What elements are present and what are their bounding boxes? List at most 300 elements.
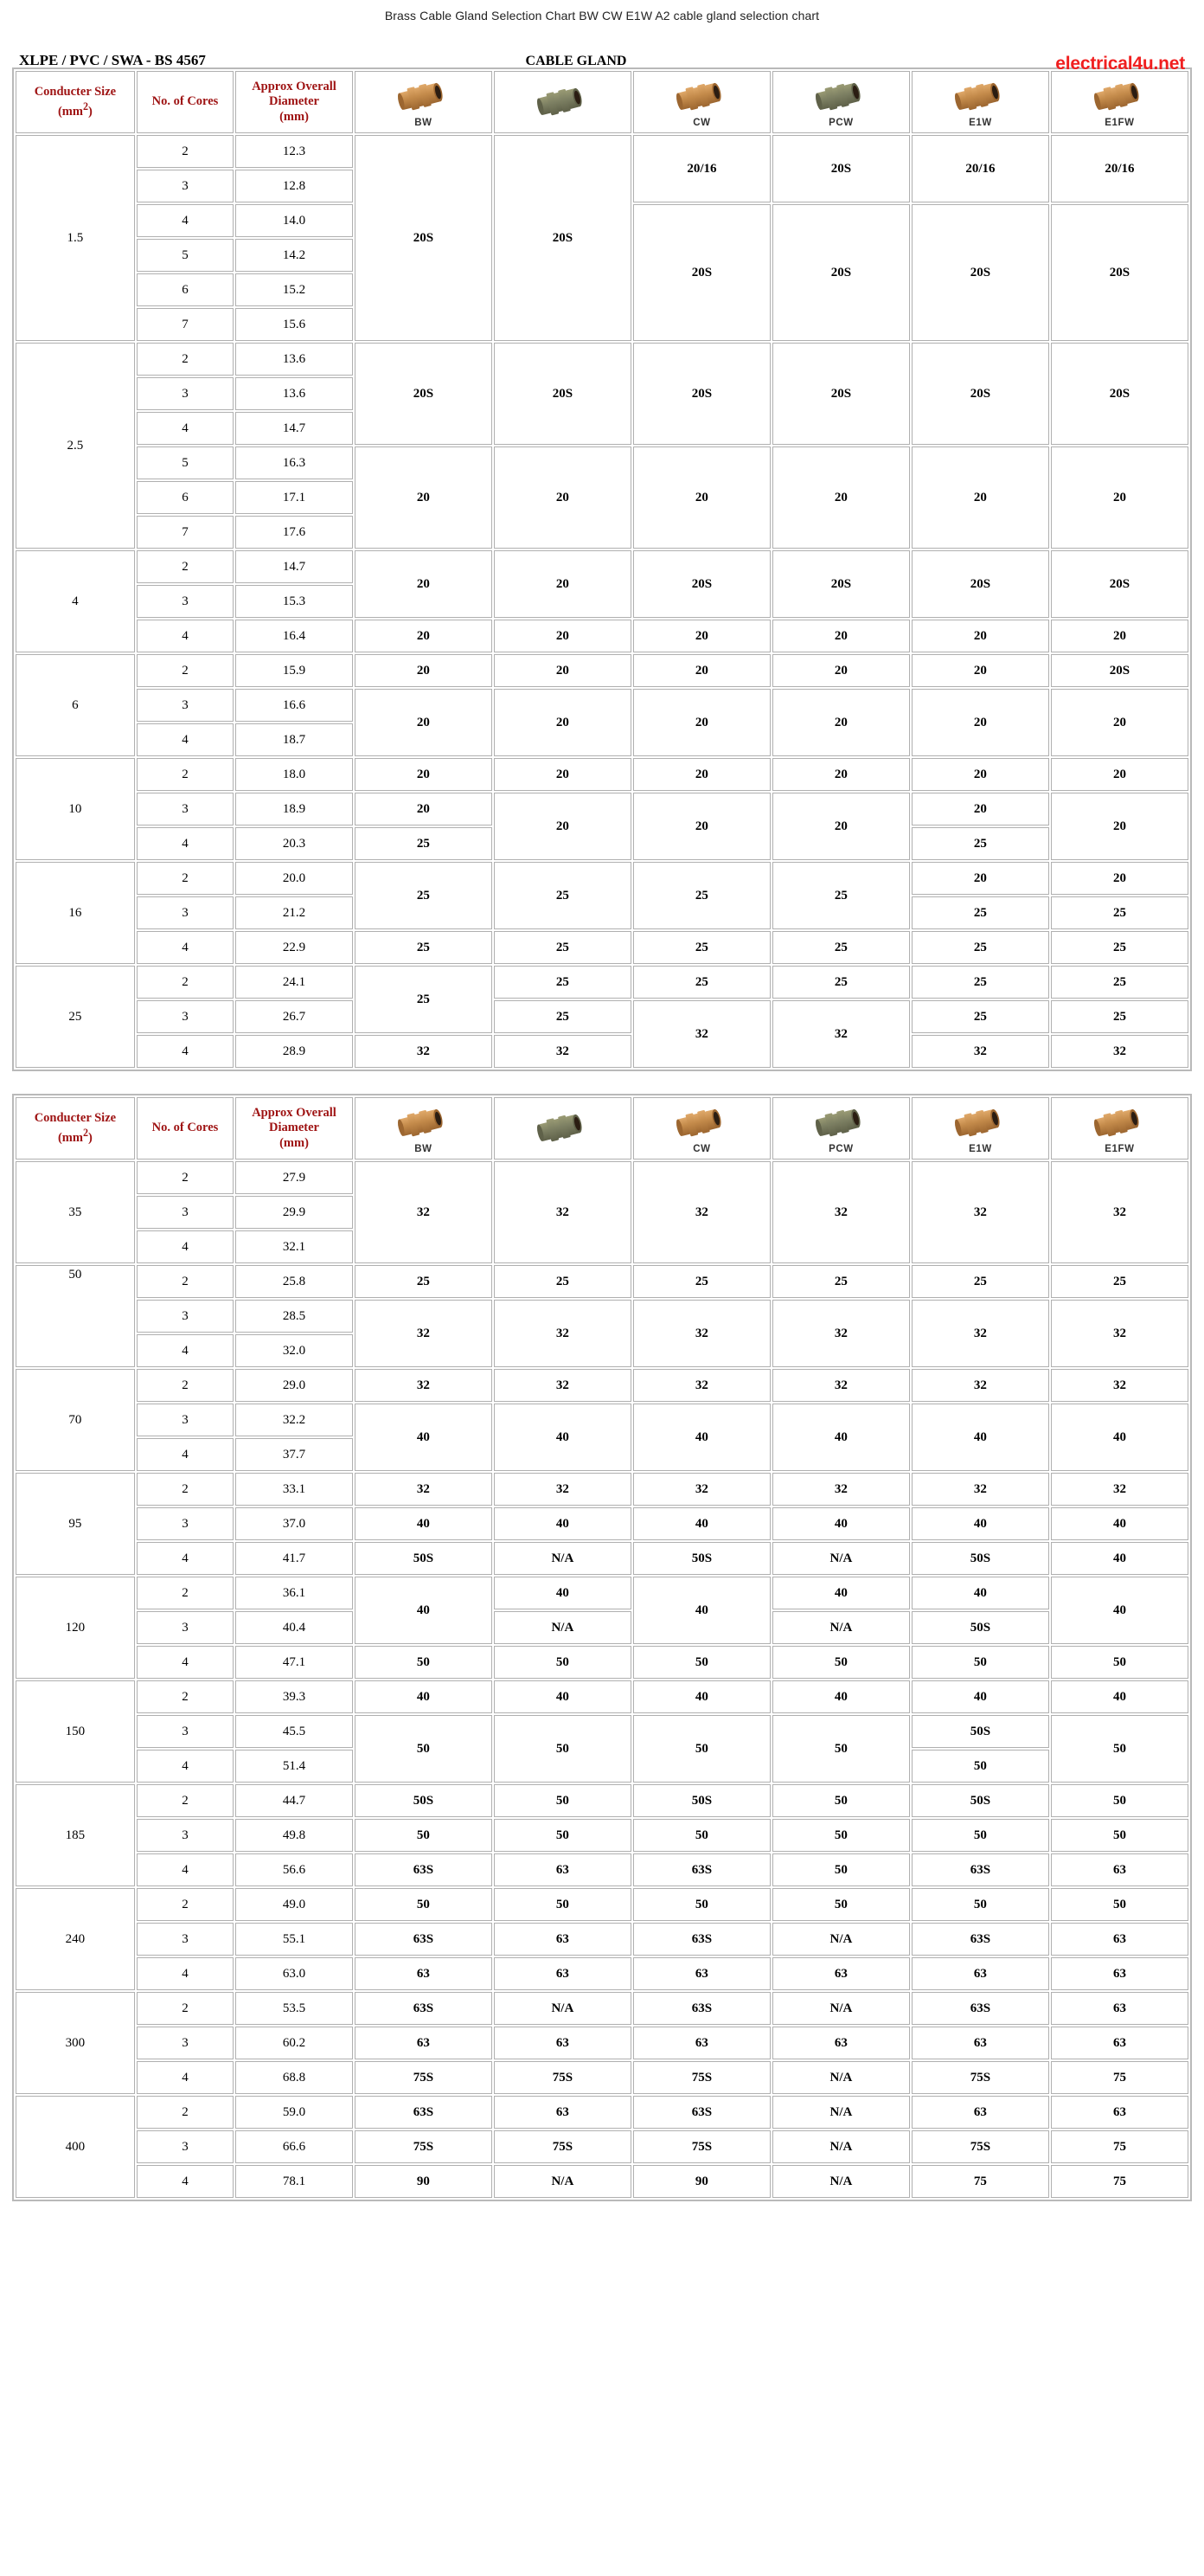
gland-size-cell-blank: 75S: [494, 2130, 631, 2163]
diameter-cell: 56.6: [235, 1853, 353, 1886]
gland-size-cell-pcw: 25: [772, 931, 910, 964]
column-header-gland-bw: BW: [355, 1097, 492, 1160]
gland-size-cell-blank: N/A: [494, 2165, 631, 2198]
conductor-size-cell: 2.5: [16, 343, 135, 549]
cable-gland-e1w-photo: [949, 76, 1011, 116]
cores-cell: 4: [137, 1646, 234, 1679]
cores-cell: 7: [137, 516, 234, 549]
gland-size-cell-e1fw: 20: [1051, 689, 1188, 756]
gland-size-cell-pcw: 50: [772, 1819, 910, 1852]
gland-size-cell-pcw: 20: [772, 654, 910, 687]
gland-size-cell-blank: N/A: [494, 1992, 631, 2025]
gland-size-cell-pcw: 25: [772, 966, 910, 999]
cores-cell: 4: [137, 723, 234, 756]
diameter-cell: 12.3: [235, 135, 353, 168]
gland-size-cell-bw: 63S: [355, 1923, 492, 1956]
gland-size-cell-e1w: 63: [912, 2096, 1049, 2129]
gland-size-cell-e1fw: 40: [1051, 1577, 1188, 1644]
cores-cell: 2: [137, 343, 234, 376]
gland-size-cell-blank: 40: [494, 1404, 631, 1471]
gland-size-cell-cw: 20: [633, 793, 771, 860]
table-row: [16, 1611, 1188, 1644]
gland-size-cell-blank: 20S: [494, 135, 631, 341]
cores-cell: 5: [137, 446, 234, 479]
gland-size-cell-e1w: 50S: [912, 1611, 1049, 1644]
gland-size-cell-pcw: 40: [772, 1680, 910, 1713]
gland-size-cell-bw: 63S: [355, 1992, 492, 2025]
gland-size-cell-bw: 25: [355, 1265, 492, 1298]
gland-size-cell-pcw: N/A: [772, 2096, 910, 2129]
gland-size-cell-pcw: 63: [772, 2027, 910, 2059]
gland-size-cell-e1w: 25: [912, 827, 1049, 860]
cores-cell: 2: [137, 550, 234, 583]
table-row: [16, 2165, 1188, 2198]
cores-cell: 2: [137, 862, 234, 895]
gland-size-cell-e1w: 32: [912, 1369, 1049, 1402]
gland-size-cell-e1fw: 20S: [1051, 343, 1188, 445]
table-row: [16, 931, 1188, 964]
table-1-wrapper: [0, 67, 1204, 1071]
gland-size-cell-blank: 20S: [494, 343, 631, 445]
column-header-gland-e1fw: E1FW: [1051, 1097, 1188, 1160]
gland-size-cell-bw: 63S: [355, 2096, 492, 2129]
conductor-size-cell: 16: [16, 862, 135, 964]
table-row: [16, 620, 1188, 652]
gland-size-cell-cw: 32: [633, 1300, 771, 1367]
gland-size-cell-cw: 25: [633, 862, 771, 929]
gland-size-cell-bw: 20: [355, 689, 492, 756]
cores-cell: 2: [137, 2096, 234, 2129]
gland-size-cell-cw: 50: [633, 1819, 771, 1852]
cores-cell: 2: [137, 135, 234, 168]
diameter-cell: 18.0: [235, 758, 353, 791]
cores-cell: 2: [137, 1369, 234, 1402]
gland-size-cell-cw: 75S: [633, 2061, 771, 2094]
gland-size-cell-blank: 40: [494, 1577, 631, 1609]
conductor-size-cell: 240: [16, 1888, 135, 1990]
table-row: [16, 343, 1188, 376]
table-row: [16, 793, 1188, 825]
table-row: [16, 1577, 1188, 1609]
diameter-cell: 78.1: [235, 2165, 353, 2198]
conductor-size-cell: 185: [16, 1784, 135, 1886]
gland-size-cell-e1w: 32: [912, 1035, 1049, 1068]
table-row: [16, 2096, 1188, 2129]
cable-gland-table-large-sizes: [12, 1094, 1192, 2201]
table-row: [16, 1888, 1188, 1921]
gland-size-cell-e1w: 20: [912, 446, 1049, 549]
cores-cell: 4: [137, 931, 234, 964]
gland-size-cell-e1fw: 20: [1051, 758, 1188, 791]
diameter-cell: 53.5: [235, 1992, 353, 2025]
diameter-cell: 25.8: [235, 1265, 353, 1298]
gland-size-cell-pcw: 20: [772, 620, 910, 652]
cores-cell: 4: [137, 204, 234, 237]
cable-gland-e1w-photo: [949, 1102, 1011, 1142]
cable-gland-bw-photo: [392, 76, 454, 116]
conductor-size-cell: 300: [16, 1992, 135, 2094]
diameter-cell: 16.3: [235, 446, 353, 479]
diameter-cell: 13.6: [235, 377, 353, 410]
gland-size-cell-bw: 90: [355, 2165, 492, 2198]
cores-cell: 2: [137, 1888, 234, 1921]
column-header-conductor-size: Conducter Size $(mm^2)$: [16, 1097, 135, 1160]
cores-cell: 4: [137, 1750, 234, 1783]
gland-size-cell-blank: 20: [494, 446, 631, 549]
gland-size-cell-e1w: 20S: [912, 550, 1049, 618]
table-header-row: [16, 1097, 1188, 1160]
gland-size-cell-e1fw: 63: [1051, 1992, 1188, 2025]
gland-size-cell-e1fw: 63: [1051, 2027, 1188, 2059]
gland-size-cell-e1fw: 25: [1051, 1000, 1188, 1033]
cores-cell: 2: [137, 1992, 234, 2025]
table-row: [16, 2061, 1188, 2094]
diameter-cell: 55.1: [235, 1923, 353, 1956]
gland-size-cell-blank: N/A: [494, 1542, 631, 1575]
gland-size-cell-bw: 20: [355, 620, 492, 652]
gland-size-cell-bw: 50: [355, 1888, 492, 1921]
conductor-size-cell: 50: [16, 1265, 135, 1367]
gland-size-cell-e1fw: 40: [1051, 1542, 1188, 1575]
gland-size-cell-e1fw: 20S: [1051, 204, 1188, 341]
gland-size-cell-cw: 63: [633, 2027, 771, 2059]
column-header-approx-overall-diameter: Approx Overall Diameter (mm): [235, 71, 353, 133]
cores-cell: 3: [137, 170, 234, 202]
diameter-cell: 15.2: [235, 273, 353, 306]
gland-size-cell-cw: 40: [633, 1507, 771, 1540]
gland-size-cell-cw: 20: [633, 620, 771, 652]
diameter-cell: 28.5: [235, 1300, 353, 1333]
cores-cell: 3: [137, 2130, 234, 2163]
gland-size-cell-bw: 20: [355, 793, 492, 825]
table-2-wrapper: [0, 1094, 1204, 2201]
gland-size-cell-e1w: 20: [912, 654, 1049, 687]
gland-size-cell-cw: 40: [633, 1404, 771, 1471]
diameter-cell: 14.0: [235, 204, 353, 237]
conductor-size-cell: 70: [16, 1369, 135, 1471]
table-row: [16, 1992, 1188, 2025]
gland-size-cell-e1w: 32: [912, 1473, 1049, 1506]
gland-size-cell-bw: 32: [355, 1369, 492, 1402]
gland-size-cell-pcw: 50: [772, 1888, 910, 1921]
table-row: [16, 2130, 1188, 2163]
gland-size-cell-bw: 20: [355, 446, 492, 549]
table-row: [16, 2027, 1188, 2059]
gland-size-cell-blank: 20: [494, 758, 631, 791]
cable-gland-unlabelled-photo: [531, 1108, 593, 1147]
cores-cell: 4: [137, 1542, 234, 1575]
gland-size-cell-cw: 20: [633, 654, 771, 687]
gland-size-cell-e1w: 25: [912, 931, 1049, 964]
gland-size-cell-cw: 25: [633, 1265, 771, 1298]
gland-size-cell-e1w: 63S: [912, 1923, 1049, 1956]
gland-size-cell-e1fw: 20: [1051, 862, 1188, 895]
column-header-no-of-cores: No. of Cores: [137, 1097, 234, 1160]
conductor-size-cell: 150: [16, 1680, 135, 1783]
gland-size-cell-blank: 20: [494, 654, 631, 687]
cores-cell: 3: [137, 793, 234, 825]
gland-size-cell-blank: 32: [494, 1035, 631, 1068]
cores-cell: 2: [137, 1577, 234, 1609]
cable-gland-e1fw-photo: [1088, 76, 1150, 116]
cores-cell: 2: [137, 1680, 234, 1713]
gland-size-cell-cw: 32: [633, 1000, 771, 1068]
gland-size-cell-blank: 20: [494, 689, 631, 756]
gland-size-cell-e1fw: 20: [1051, 446, 1188, 549]
gland-size-cell-pcw: N/A: [772, 1992, 910, 2025]
gland-size-cell-pcw: 40: [772, 1404, 910, 1471]
table-gap-divider: [0, 1071, 1204, 1094]
table-row: [16, 966, 1188, 999]
diameter-cell: 15.3: [235, 585, 353, 618]
diameter-cell: 49.8: [235, 1819, 353, 1852]
diameter-cell: 32.1: [235, 1230, 353, 1263]
column-header-gland-e1w: E1W: [912, 1097, 1049, 1160]
diameter-cell: 13.6: [235, 343, 353, 376]
cores-cell: 4: [137, 1438, 234, 1471]
diameter-cell: 29.9: [235, 1196, 353, 1229]
gland-size-cell-pcw: 50: [772, 1784, 910, 1817]
gland-size-cell-pcw: 20: [772, 689, 910, 756]
column-header-gland-unlabelled: [494, 1097, 631, 1160]
table-row: [16, 550, 1188, 583]
gland-size-cell-bw: 20: [355, 550, 492, 618]
gland-size-cell-pcw: 50: [772, 1646, 910, 1679]
table-row: [16, 1404, 1188, 1436]
gland-size-cell-blank: 63: [494, 2096, 631, 2129]
cable-gland-pcw-photo: [810, 1102, 872, 1142]
diameter-cell: 14.7: [235, 550, 353, 583]
gland-size-cell-e1w: 63S: [912, 1992, 1049, 2025]
gland-size-cell-e1fw: 20/16: [1051, 135, 1188, 202]
cores-cell: 3: [137, 1000, 234, 1033]
gland-size-cell-cw: 50S: [633, 1542, 771, 1575]
conductor-size-cell: 10: [16, 758, 135, 860]
gland-size-cell-e1w: 25: [912, 896, 1049, 929]
gland-size-cell-e1fw: 32: [1051, 1473, 1188, 1506]
gland-size-cell-pcw: N/A: [772, 2061, 910, 2094]
gland-size-cell-e1w: 50: [912, 1819, 1049, 1852]
table-row: [16, 1957, 1188, 1990]
gland-size-cell-blank: N/A: [494, 1611, 631, 1644]
gland-size-cell-blank: 20: [494, 620, 631, 652]
gland-size-cell-e1w: 75S: [912, 2130, 1049, 2163]
conductor-size-cell: 25: [16, 966, 135, 1068]
gland-size-cell-e1fw: 40: [1051, 1680, 1188, 1713]
gland-size-cell-pcw: 25: [772, 1265, 910, 1298]
gland-size-cell-cw: 40: [633, 1577, 771, 1644]
diameter-cell: 15.9: [235, 654, 353, 687]
gland-size-cell-pcw: 20: [772, 793, 910, 860]
gland-size-cell-pcw: N/A: [772, 1611, 910, 1644]
gland-size-cell-blank: 63: [494, 1957, 631, 1990]
cores-cell: 4: [137, 412, 234, 445]
diameter-cell: 32.0: [235, 1334, 353, 1367]
gland-size-cell-cw: 20/16: [633, 135, 771, 202]
gland-size-cell-e1w: 32: [912, 1300, 1049, 1367]
diameter-cell: 22.9: [235, 931, 353, 964]
gland-size-cell-cw: 75S: [633, 2130, 771, 2163]
gland-size-cell-e1w: 20S: [912, 204, 1049, 341]
column-header-conductor-size: Conducter Size $(mm^2)$: [16, 71, 135, 133]
column-header-gland-cw: CW: [633, 1097, 771, 1160]
gland-size-cell-bw: 50: [355, 1715, 492, 1783]
cable-gland-cw-photo: [670, 1102, 733, 1142]
gland-size-cell-pcw: 32: [772, 1300, 910, 1367]
cores-cell: 5: [137, 239, 234, 272]
diameter-cell: 37.0: [235, 1507, 353, 1540]
column-header-gland-e1w: E1W: [912, 71, 1049, 133]
column-header-gland-pcw: PCW: [772, 1097, 910, 1160]
gland-size-cell-blank: 25: [494, 862, 631, 929]
gland-size-cell-bw: 25: [355, 862, 492, 929]
gland-size-cell-pcw: 63: [772, 1957, 910, 1990]
gland-size-cell-e1w: 50S: [912, 1715, 1049, 1748]
gland-size-cell-e1w: 25: [912, 966, 1049, 999]
column-header-gland-bw: BW: [355, 71, 492, 133]
gland-size-cell-cw: 20S: [633, 343, 771, 445]
gland-size-cell-e1w: 50: [912, 1888, 1049, 1921]
column-header-gland-unlabelled: [494, 71, 631, 133]
gland-size-cell-bw: 50: [355, 1646, 492, 1679]
gland-size-cell-cw: 25: [633, 931, 771, 964]
diameter-cell: 41.7: [235, 1542, 353, 1575]
gland-size-cell-e1fw: 32: [1051, 1300, 1188, 1367]
page-title: Brass Cable Gland Selection Chart BW CW E1W A2 cable gland selection chart: [384, 9, 820, 22]
gland-size-cell-e1fw: 75: [1051, 2061, 1188, 2094]
gland-size-cell-blank: 40: [494, 1507, 631, 1540]
conductor-size-cell: 35: [16, 1161, 135, 1263]
gland-size-cell-cw: 63S: [633, 2096, 771, 2129]
gland-size-cell-e1w: 20S: [912, 343, 1049, 445]
diameter-cell: 33.1: [235, 1473, 353, 1506]
table-row: [16, 446, 1188, 479]
gland-size-cell-bw: 25: [355, 931, 492, 964]
gland-size-cell-bw: 32: [355, 1161, 492, 1263]
gland-size-cell-cw: 50: [633, 1715, 771, 1783]
gland-size-cell-e1w: 40: [912, 1507, 1049, 1540]
gland-size-cell-e1fw: 32: [1051, 1035, 1188, 1068]
diameter-cell: 17.1: [235, 481, 353, 514]
gland-size-cell-e1fw: 75: [1051, 2130, 1188, 2163]
gland-size-cell-e1w: 63: [912, 2027, 1049, 2059]
section-title: CABLE GLAND: [525, 54, 627, 68]
gland-size-cell-cw: 63S: [633, 1923, 771, 1956]
gland-size-cell-e1w: 32: [912, 1161, 1049, 1263]
table-row: [16, 1680, 1188, 1713]
gland-size-cell-bw: 32: [355, 1300, 492, 1367]
gland-size-cell-blank: 20: [494, 793, 631, 860]
gland-size-cell-cw: 63: [633, 1957, 771, 1990]
cores-cell: 3: [137, 1611, 234, 1644]
gland-size-cell-pcw: 20S: [772, 343, 910, 445]
gland-size-cell-e1fw: 25: [1051, 1265, 1188, 1298]
diameter-cell: 37.7: [235, 1438, 353, 1471]
gland-size-cell-blank: 63: [494, 1853, 631, 1886]
cores-cell: 6: [137, 481, 234, 514]
gland-size-cell-pcw: 32: [772, 1473, 910, 1506]
gland-size-cell-blank: 32: [494, 1473, 631, 1506]
cores-cell: 3: [137, 1819, 234, 1852]
cores-cell: 4: [137, 2165, 234, 2198]
gland-size-cell-pcw: N/A: [772, 1542, 910, 1575]
gland-size-cell-e1w: 40: [912, 1680, 1049, 1713]
gland-size-cell-blank: 50: [494, 1646, 631, 1679]
gland-size-cell-e1w: 63S: [912, 1853, 1049, 1886]
gland-size-cell-e1fw: 40: [1051, 1507, 1188, 1540]
cores-cell: 2: [137, 1161, 234, 1194]
cable-gland-bw-photo: [392, 1102, 454, 1142]
diameter-cell: 49.0: [235, 1888, 353, 1921]
gland-size-cell-e1fw: 40: [1051, 1404, 1188, 1471]
gland-size-cell-blank: 25: [494, 931, 631, 964]
table-row: [16, 1000, 1188, 1033]
gland-size-cell-cw: 20S: [633, 550, 771, 618]
cores-cell: 3: [137, 1300, 234, 1333]
table-row: [16, 1161, 1188, 1194]
gland-size-cell-cw: 40: [633, 1680, 771, 1713]
gland-size-cell-e1w: 50: [912, 1750, 1049, 1783]
gland-size-cell-cw: 25: [633, 966, 771, 999]
gland-size-cell-cw: 20: [633, 758, 771, 791]
column-header-approx-overall-diameter: Approx Overall Diameter (mm): [235, 1097, 353, 1160]
gland-size-cell-blank: 50: [494, 1888, 631, 1921]
cores-cell: 2: [137, 966, 234, 999]
gland-size-cell-bw: 25: [355, 827, 492, 860]
gland-size-cell-e1fw: 20S: [1051, 654, 1188, 687]
gland-size-cell-bw: 20S: [355, 135, 492, 341]
gland-size-cell-cw: 32: [633, 1161, 771, 1263]
gland-size-cell-blank: 50: [494, 1784, 631, 1817]
gland-size-cell-e1w: 20: [912, 689, 1049, 756]
standard-label: XLPE / PVC / SWA - BS 4567: [19, 52, 206, 68]
gland-size-cell-cw: 90: [633, 2165, 771, 2198]
conductor-size-cell: 1.5: [16, 135, 135, 341]
cores-cell: 2: [137, 1784, 234, 1817]
table-header-row: [16, 71, 1188, 133]
table-row: [16, 1923, 1188, 1956]
cores-cell: 4: [137, 620, 234, 652]
diameter-cell: 63.0: [235, 1957, 353, 1990]
table-row: [16, 1369, 1188, 1402]
gland-size-cell-e1fw: 20: [1051, 620, 1188, 652]
diameter-cell: 24.1: [235, 966, 353, 999]
gland-size-cell-blank: 25: [494, 966, 631, 999]
gland-size-cell-bw: 40: [355, 1507, 492, 1540]
gland-size-cell-cw: 32: [633, 1473, 771, 1506]
cores-cell: 4: [137, 1230, 234, 1263]
gland-size-cell-blank: 63: [494, 1923, 631, 1956]
gland-size-cell-e1w: 63: [912, 1957, 1049, 1990]
cores-cell: 7: [137, 308, 234, 341]
diameter-cell: 40.4: [235, 1611, 353, 1644]
gland-size-cell-pcw: 20S: [772, 204, 910, 341]
gland-size-cell-e1fw: 63: [1051, 1957, 1188, 1990]
page-header: [0, 0, 1204, 74]
gland-size-cell-e1fw: 50: [1051, 1784, 1188, 1817]
diameter-cell: 18.9: [235, 793, 353, 825]
gland-size-cell-pcw: 40: [772, 1507, 910, 1540]
cores-cell: 2: [137, 1473, 234, 1506]
diameter-cell: 32.2: [235, 1404, 353, 1436]
table-row: [16, 135, 1188, 168]
table-row: [16, 1035, 1188, 1068]
site-logo: electrical4u.net: [1055, 54, 1185, 74]
cores-cell: 3: [137, 1404, 234, 1436]
gland-size-cell-bw: 40: [355, 1577, 492, 1644]
gland-size-cell-bw: 32: [355, 1035, 492, 1068]
gland-size-cell-bw: 50S: [355, 1784, 492, 1817]
